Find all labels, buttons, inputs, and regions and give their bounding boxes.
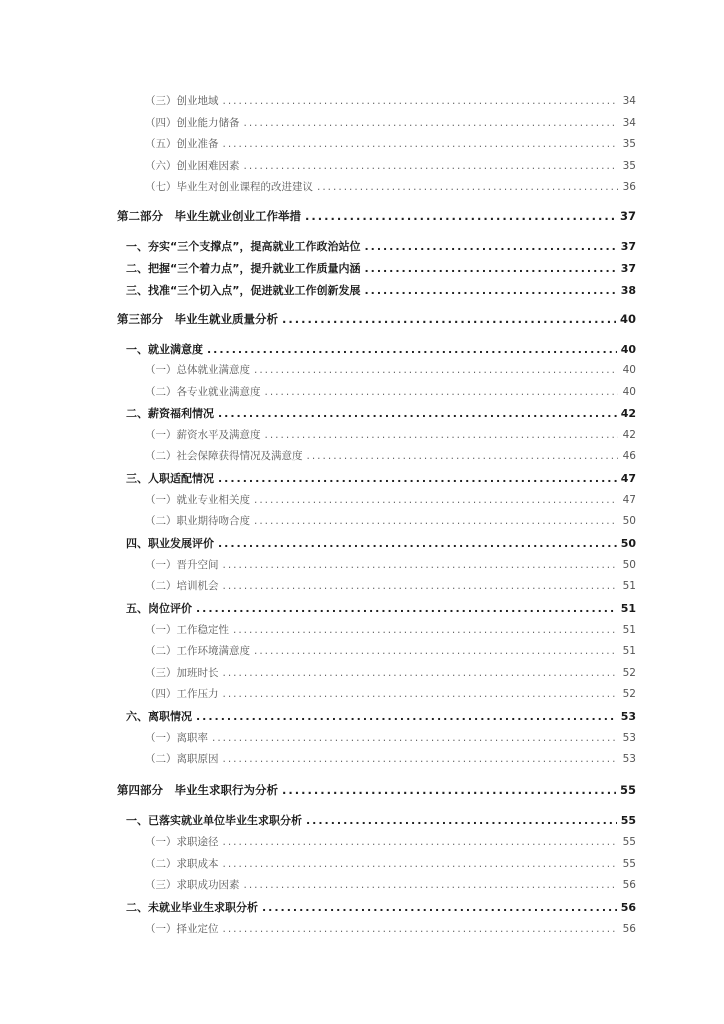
toc-entry-text: 六、离职情况 bbox=[126, 710, 192, 723]
toc-entry bbox=[145, 921, 636, 936]
toc-entry-text: （一）工作稳定性 bbox=[145, 624, 229, 636]
toc-leader-dots bbox=[223, 138, 619, 150]
toc-leader-dots bbox=[223, 559, 619, 571]
toc-leader-dots bbox=[306, 814, 617, 827]
toc-entry-page: 51 bbox=[622, 580, 636, 592]
toc-leader-dots bbox=[364, 240, 616, 253]
toc-entry-page: 52 bbox=[622, 688, 636, 700]
toc-leader-dots bbox=[218, 472, 617, 485]
toc-leader-dots bbox=[196, 602, 617, 615]
toc-entry bbox=[145, 136, 636, 151]
toc-entry bbox=[145, 877, 636, 892]
toc-entry bbox=[145, 834, 636, 849]
toc-entry-page: 47 bbox=[622, 494, 636, 506]
toc-entry bbox=[145, 665, 636, 680]
toc-entry-text: （一）晋升空间 bbox=[145, 559, 219, 571]
toc-leader-dots bbox=[223, 753, 619, 765]
toc-entry-text: （一）薪资水平及满意度 bbox=[145, 429, 261, 441]
toc-leader-dots bbox=[265, 429, 619, 441]
toc-leader-dots bbox=[254, 645, 618, 657]
toc-entry-text: 第二部分 毕业生就业创业工作举措 bbox=[117, 209, 301, 223]
toc-entry-text: 第四部分 毕业生求职行为分析 bbox=[117, 783, 278, 797]
toc-section-heading bbox=[126, 600, 636, 616]
toc-section-heading bbox=[126, 708, 636, 724]
toc-entry-page: 51 bbox=[622, 645, 636, 657]
toc-leader-dots bbox=[212, 732, 618, 744]
toc-entry bbox=[145, 513, 636, 528]
toc-leader-dots bbox=[223, 95, 619, 107]
toc-entry bbox=[145, 557, 636, 572]
toc-section-heading bbox=[126, 341, 636, 357]
toc-leader-dots bbox=[254, 515, 618, 527]
toc-entry-text: （二）各专业就业满意度 bbox=[145, 386, 261, 398]
toc-entry bbox=[145, 751, 636, 766]
toc-entry bbox=[145, 856, 636, 871]
toc-section-heading bbox=[126, 470, 636, 486]
toc-entry-page: 40 bbox=[620, 343, 636, 356]
toc-entry-page: 38 bbox=[620, 284, 636, 297]
toc-entry-text: （一）总体就业满意度 bbox=[145, 364, 250, 376]
toc-entry-page: 37 bbox=[619, 209, 636, 223]
toc-entry-page: 55 bbox=[622, 836, 636, 848]
toc-entry-page: 55 bbox=[622, 858, 636, 870]
toc-entry-text: （二）工作环境满意度 bbox=[145, 645, 250, 657]
toc-entry-text: （一）求职途径 bbox=[145, 836, 219, 848]
toc-entry bbox=[145, 730, 636, 745]
toc-leader-dots bbox=[223, 580, 619, 592]
toc-leader-dots bbox=[223, 667, 619, 679]
toc-part-heading bbox=[117, 782, 636, 798]
toc-entry-page: 50 bbox=[622, 559, 636, 571]
toc-leader-dots bbox=[244, 879, 619, 891]
toc-entry bbox=[145, 427, 636, 442]
toc-entry-text: （一）就业专业相关度 bbox=[145, 494, 250, 506]
toc-entry-text: 一、就业满意度 bbox=[126, 343, 203, 356]
toc-entry-page: 50 bbox=[622, 515, 636, 527]
toc-entry-page: 56 bbox=[622, 923, 636, 935]
toc-entry-text: （一）择业定位 bbox=[145, 923, 219, 935]
toc-section-heading bbox=[126, 899, 636, 915]
toc-entry bbox=[145, 448, 636, 463]
toc-entry-text: （二）职业期待吻合度 bbox=[145, 515, 250, 527]
toc-entry bbox=[145, 179, 636, 194]
toc-entry-page: 53 bbox=[620, 710, 636, 723]
toc-section-heading bbox=[126, 282, 636, 298]
toc-entry-page: 46 bbox=[622, 450, 636, 462]
toc-leader-dots bbox=[223, 688, 619, 700]
toc-entry bbox=[145, 622, 636, 637]
toc-leader-dots bbox=[254, 494, 618, 506]
toc-entry-page: 36 bbox=[622, 181, 636, 193]
toc-leader-dots bbox=[196, 710, 617, 723]
toc-leader-dots bbox=[223, 858, 619, 870]
toc-section-heading bbox=[126, 812, 636, 828]
toc-entry-text: （三）加班时长 bbox=[145, 667, 219, 679]
toc-entry-text: （五）创业准备 bbox=[145, 138, 219, 150]
toc-leader-dots bbox=[317, 181, 618, 193]
toc-entry bbox=[145, 115, 636, 130]
toc-entry bbox=[145, 362, 636, 377]
toc-leader-dots bbox=[218, 537, 617, 550]
toc-entry bbox=[145, 93, 636, 108]
toc-section-heading bbox=[126, 238, 636, 254]
toc-entry-text: 一、已落实就业单位毕业生求职分析 bbox=[126, 814, 302, 827]
toc-leader-dots bbox=[282, 312, 616, 326]
toc-leader-dots bbox=[244, 117, 619, 129]
toc-entry bbox=[145, 492, 636, 507]
toc-leader-dots bbox=[282, 783, 616, 797]
toc-entry-text: 三、人职适配情况 bbox=[126, 472, 214, 485]
toc-entry-text: （二）培训机会 bbox=[145, 580, 219, 592]
toc-entry-page: 51 bbox=[622, 624, 636, 636]
toc-entry-text: 三、找准“三个切入点”，促进就业工作创新发展 bbox=[126, 284, 361, 297]
toc-entry-page: 37 bbox=[620, 262, 636, 275]
toc-entry-page: 56 bbox=[622, 879, 636, 891]
toc-section-heading bbox=[126, 535, 636, 551]
toc-entry-text: 二、把握“三个着力点”，提升就业工作质量内涵 bbox=[126, 262, 361, 275]
toc-part-heading bbox=[117, 311, 636, 327]
toc-entry-page: 55 bbox=[619, 783, 636, 797]
toc-section-heading bbox=[126, 260, 636, 276]
toc-entry bbox=[145, 643, 636, 658]
toc-entry-page: 55 bbox=[620, 814, 636, 827]
toc-entry bbox=[145, 578, 636, 593]
toc-entry-page: 47 bbox=[620, 472, 636, 485]
toc-leader-dots bbox=[244, 160, 619, 172]
toc-leader-dots bbox=[364, 262, 616, 275]
toc-entry-text: （七）毕业生对创业课程的改进建议 bbox=[145, 181, 313, 193]
toc-entry-page: 53 bbox=[622, 732, 636, 744]
toc-entry-text: （二）社会保障获得情况及满意度 bbox=[145, 450, 303, 462]
toc-section-heading bbox=[126, 405, 636, 421]
toc-entry-text: （二）求职成本 bbox=[145, 858, 219, 870]
toc-entry-page: 37 bbox=[620, 240, 636, 253]
toc-entry-page: 40 bbox=[622, 386, 636, 398]
toc-entry-page: 42 bbox=[620, 407, 636, 420]
toc-leader-dots bbox=[254, 364, 618, 376]
toc-entry-text: （三）创业地域 bbox=[145, 95, 219, 107]
toc-leader-dots bbox=[305, 209, 616, 223]
toc-leader-dots bbox=[364, 284, 616, 297]
toc-entry-page: 42 bbox=[622, 429, 636, 441]
toc-part-heading bbox=[117, 208, 636, 224]
toc-leader-dots bbox=[218, 407, 617, 420]
toc-entry bbox=[145, 686, 636, 701]
toc-entry-text: 四、职业发展评价 bbox=[126, 537, 214, 550]
toc-entry-page: 56 bbox=[620, 901, 636, 914]
toc-entry-page: 35 bbox=[622, 138, 636, 150]
toc-entry-text: （六）创业困难因素 bbox=[145, 160, 240, 172]
toc-entry-text: （二）离职原因 bbox=[145, 753, 219, 765]
toc-entry-page: 51 bbox=[620, 602, 636, 615]
toc-entry-text: 二、未就业毕业生求职分析 bbox=[126, 901, 258, 914]
toc-leader-dots bbox=[223, 836, 619, 848]
toc-leader-dots bbox=[223, 923, 619, 935]
toc-entry-page: 35 bbox=[622, 160, 636, 172]
toc-entry-page: 40 bbox=[622, 364, 636, 376]
toc-entry-text: 第三部分 毕业生就业质量分析 bbox=[117, 312, 278, 326]
toc-entry-page: 50 bbox=[620, 537, 636, 550]
toc-entry-text: （四）创业能力储备 bbox=[145, 117, 240, 129]
toc-entry bbox=[145, 158, 636, 173]
toc-entry-text: 五、岗位评价 bbox=[126, 602, 192, 615]
toc-entry-text: 一、夯实“三个支撑点”，提高就业工作政治站位 bbox=[126, 240, 361, 253]
toc-leader-dots bbox=[207, 343, 617, 356]
toc-entry-text: 二、薪资福利情况 bbox=[126, 407, 214, 420]
toc-leader-dots bbox=[233, 624, 618, 636]
toc-entry-text: （三）求职成功因素 bbox=[145, 879, 240, 891]
toc-entry bbox=[145, 384, 636, 399]
toc-entry-text: （四）工作压力 bbox=[145, 688, 219, 700]
toc-entry-page: 40 bbox=[619, 312, 636, 326]
toc-leader-dots bbox=[265, 386, 619, 398]
toc-leader-dots bbox=[262, 901, 617, 914]
toc-entry-page: 53 bbox=[622, 753, 636, 765]
toc-entry-page: 52 bbox=[622, 667, 636, 679]
toc-entry-page: 34 bbox=[622, 95, 636, 107]
toc-leader-dots bbox=[307, 450, 619, 462]
toc-entry-page: 34 bbox=[622, 117, 636, 129]
toc-entry-text: （一）离职率 bbox=[145, 732, 208, 744]
